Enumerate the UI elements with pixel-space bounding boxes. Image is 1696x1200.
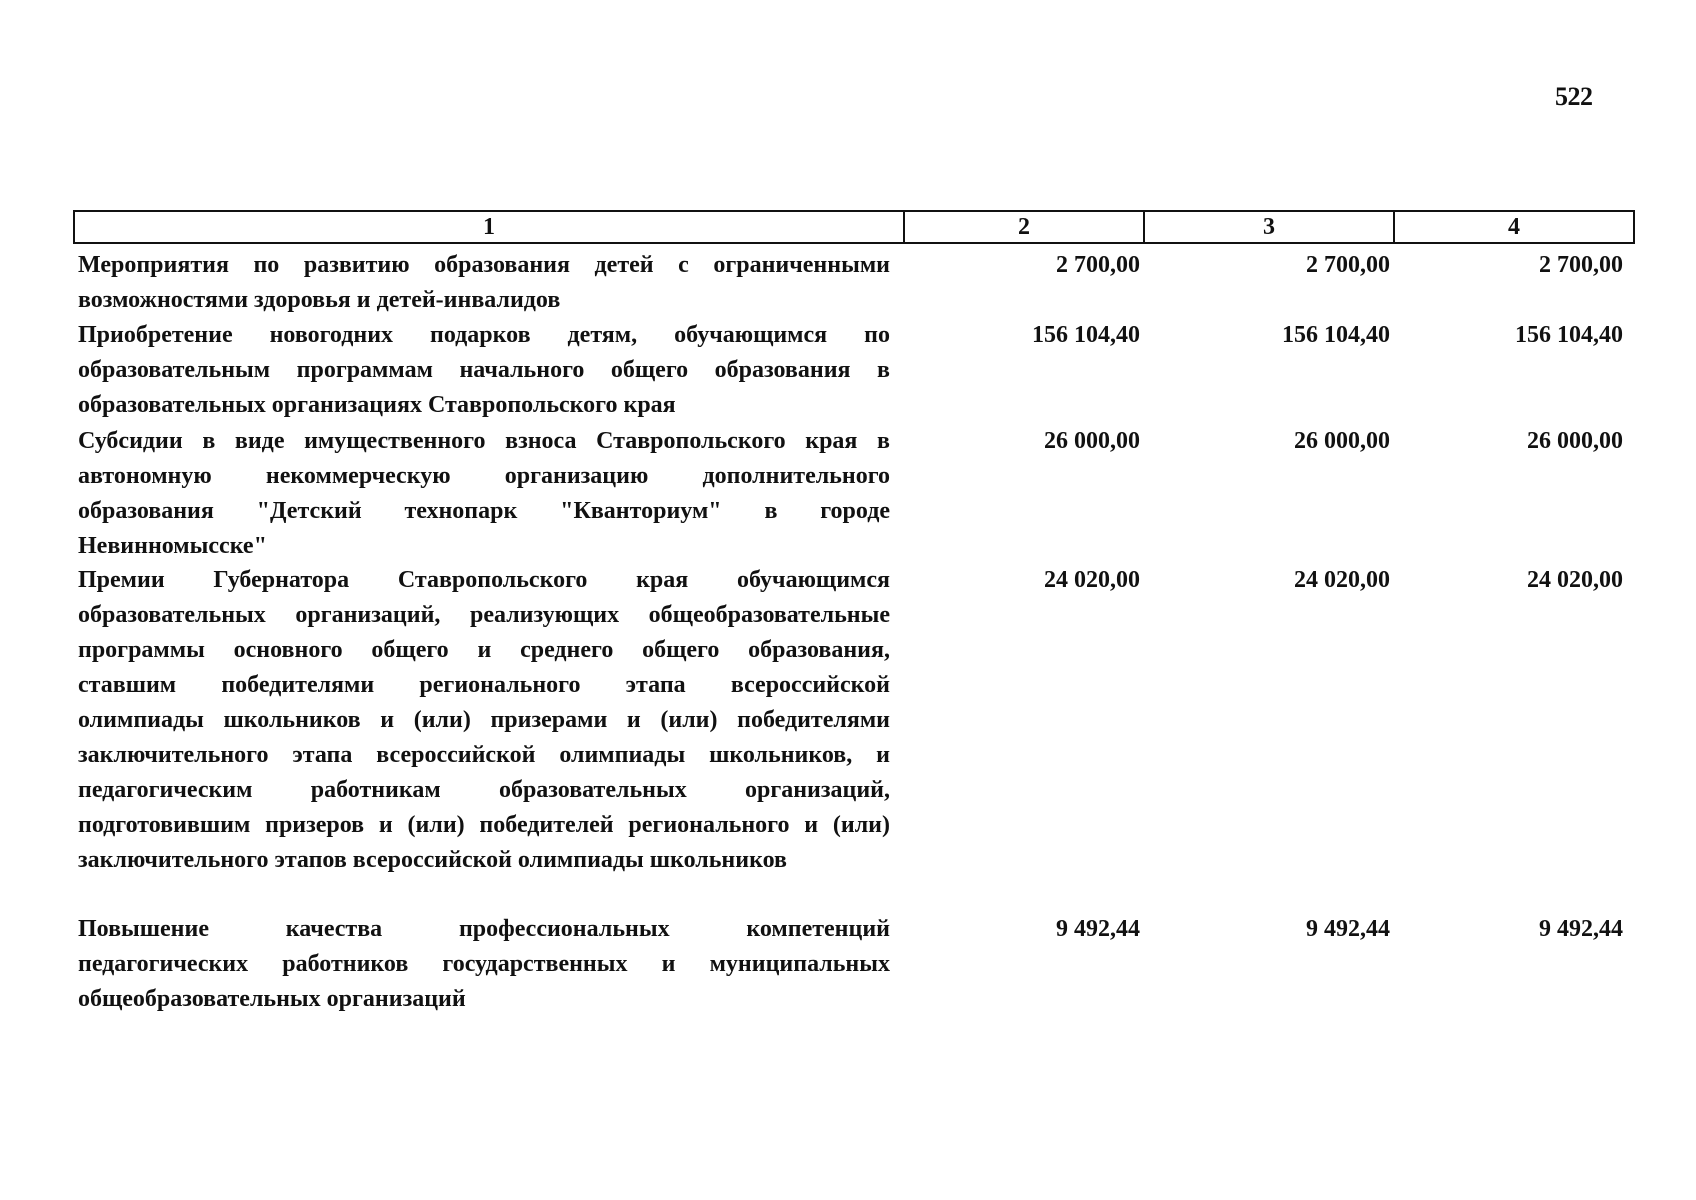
- value-col-4: 24 020,00: [1527, 567, 1623, 593]
- row-label: [78, 424, 890, 564]
- row-label-line: общеобразовательных организаций: [78, 986, 466, 1012]
- value-col-3: 26 000,00: [1294, 428, 1390, 454]
- table-header: [73, 210, 1635, 244]
- row-label-line: образовательных организациях Ставропольского края: [78, 392, 676, 418]
- value-col-2: 26 000,00: [1044, 428, 1140, 454]
- page-number: 522: [1555, 82, 1593, 111]
- value-col-3: 9 492,44: [1306, 916, 1390, 942]
- row-label-line: заключительного этапа всероссийской олимпиады школьников, и: [78, 742, 890, 768]
- row-label-line: образовательных организаций, реализующих общеобразовательные: [78, 602, 890, 628]
- value-col-2: 156 104,40: [1032, 322, 1140, 348]
- header-col-3: 3: [1145, 212, 1395, 242]
- row-label-line: образования "Детский технопарк "Кванториум" в городе: [78, 498, 890, 524]
- header-col-2: 2: [905, 212, 1145, 242]
- row-label-line: возможностями здоровья и детей-инвалидов: [78, 287, 561, 313]
- row-label-line: автономную некоммерческую организацию дополнительного: [78, 463, 890, 489]
- row-label-line: Приобретение новогодних подарков детям, обучающимся по: [78, 322, 890, 348]
- row-label-line: программы основного общего и среднего общего образования,: [78, 637, 890, 663]
- value-col-3: 156 104,40: [1282, 322, 1390, 348]
- row-label-line: заключительного этапов всероссийской олимпиады школьников: [78, 847, 787, 873]
- row-label-line: Невинномысске": [78, 533, 267, 559]
- row-label: [78, 248, 890, 318]
- row-label: [78, 563, 890, 878]
- value-col-4: 26 000,00: [1527, 428, 1623, 454]
- row-label-line: Субсидии в виде имущественного взноса Ставропольского края в: [78, 428, 890, 454]
- value-col-3: 2 700,00: [1306, 252, 1390, 278]
- header-col-4: 4: [1508, 213, 1520, 240]
- row-label: [78, 912, 890, 1017]
- row-label-line: Повышение качества профессиональных компетенций: [78, 916, 890, 942]
- value-col-4: 2 700,00: [1539, 252, 1623, 278]
- value-col-3: 24 020,00: [1294, 567, 1390, 593]
- value-col-2: 2 700,00: [1056, 252, 1140, 278]
- row-label-line: Премии Губернатора Ставропольского края обучающимся: [78, 567, 890, 593]
- value-col-2: 24 020,00: [1044, 567, 1140, 593]
- row-label-line: образовательным программам начального общего образования в: [78, 357, 890, 383]
- value-col-4: 9 492,44: [1539, 916, 1623, 942]
- header-col-1: 1: [75, 212, 905, 242]
- value-col-2: 9 492,44: [1056, 916, 1140, 942]
- row-label-line: олимпиады школьников и (или) призерами и (или) победителями: [78, 707, 890, 733]
- row-label-line: Мероприятия по развитию образования детей с ограниченными: [78, 252, 890, 278]
- value-col-4: 156 104,40: [1515, 322, 1623, 348]
- row-label-line: подготовившим призеров и (или) победителей регионального и (или): [78, 812, 890, 838]
- row-label-line: педагогических работников государственных и муниципальных: [78, 951, 890, 977]
- row-label-line: педагогическим работникам образовательных организаций,: [78, 777, 890, 803]
- row-label: [78, 318, 890, 423]
- row-label-line: ставшим победителями регионального этапа всероссийской: [78, 672, 890, 698]
